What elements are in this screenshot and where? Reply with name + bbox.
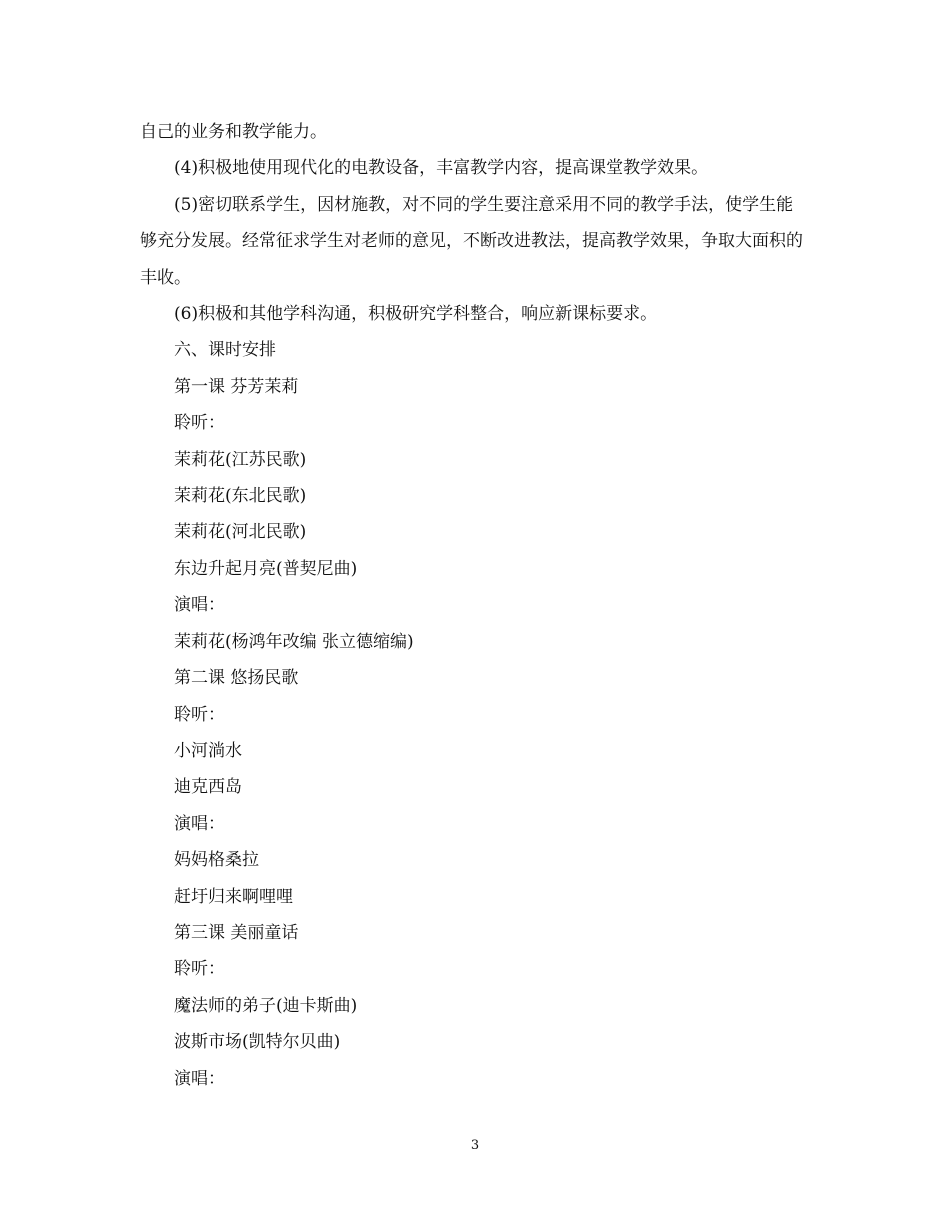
- song-item: 小河淌水: [174, 740, 242, 761]
- subsection-label: 演唱：: [174, 595, 225, 616]
- page-number: 3: [470, 1138, 480, 1153]
- song-item: 赶圩归来啊哩哩: [174, 886, 293, 907]
- song-item: 魔法师的弟子(迪卡斯曲): [174, 995, 358, 1016]
- paragraph-item-4: (4)积极地使用现代化的电教设备，丰富教学内容，提高课堂教学效果。: [174, 158, 709, 179]
- paragraph-continuation: 自己的业务和教学能力。: [140, 122, 327, 142]
- subsection-label: 聆听：: [174, 413, 225, 434]
- subsection-label: 演唱：: [174, 1068, 225, 1089]
- paragraph-item-6: (6)积极和其他学科沟通，积极研究学科整合，响应新课标要求。: [174, 304, 658, 325]
- lesson-title: 第一课 芬芳茉莉: [174, 376, 299, 397]
- paragraph-item-5: (5)密切联系学生，因材施教，对不同的学生要注意采用不同的教学手法，使学生能够充分发展。经常征求学生对老师的意见，不断改进教法，提高教学效果，争取大面积的丰收。: [140, 194, 803, 288]
- section-heading: 六、课时安排: [174, 340, 276, 361]
- song-item: 波斯市场(凯特尔贝曲): [174, 1032, 341, 1053]
- song-item: 妈妈格桑拉: [174, 850, 259, 871]
- subsection-label: 聆听：: [174, 704, 225, 725]
- song-item: 茉莉花(河北民歌): [174, 522, 307, 543]
- song-item: 茉莉花(江苏民歌): [174, 449, 307, 470]
- song-item: 迪克西岛: [174, 777, 242, 798]
- song-item: 东边升起月亮(普契尼曲): [174, 558, 358, 579]
- document-body: [140, 114, 808, 1097]
- song-item: 茉莉花(东北民歌): [174, 486, 307, 507]
- lesson-title: 第二课 悠扬民歌: [174, 668, 299, 689]
- subsection-label: 演唱：: [174, 813, 225, 834]
- song-item: 茉莉花(杨鸿年改编 张立德缩编): [174, 631, 414, 652]
- subsection-label: 聆听：: [174, 959, 225, 980]
- lesson-title: 第三课 美丽童话: [174, 922, 299, 943]
